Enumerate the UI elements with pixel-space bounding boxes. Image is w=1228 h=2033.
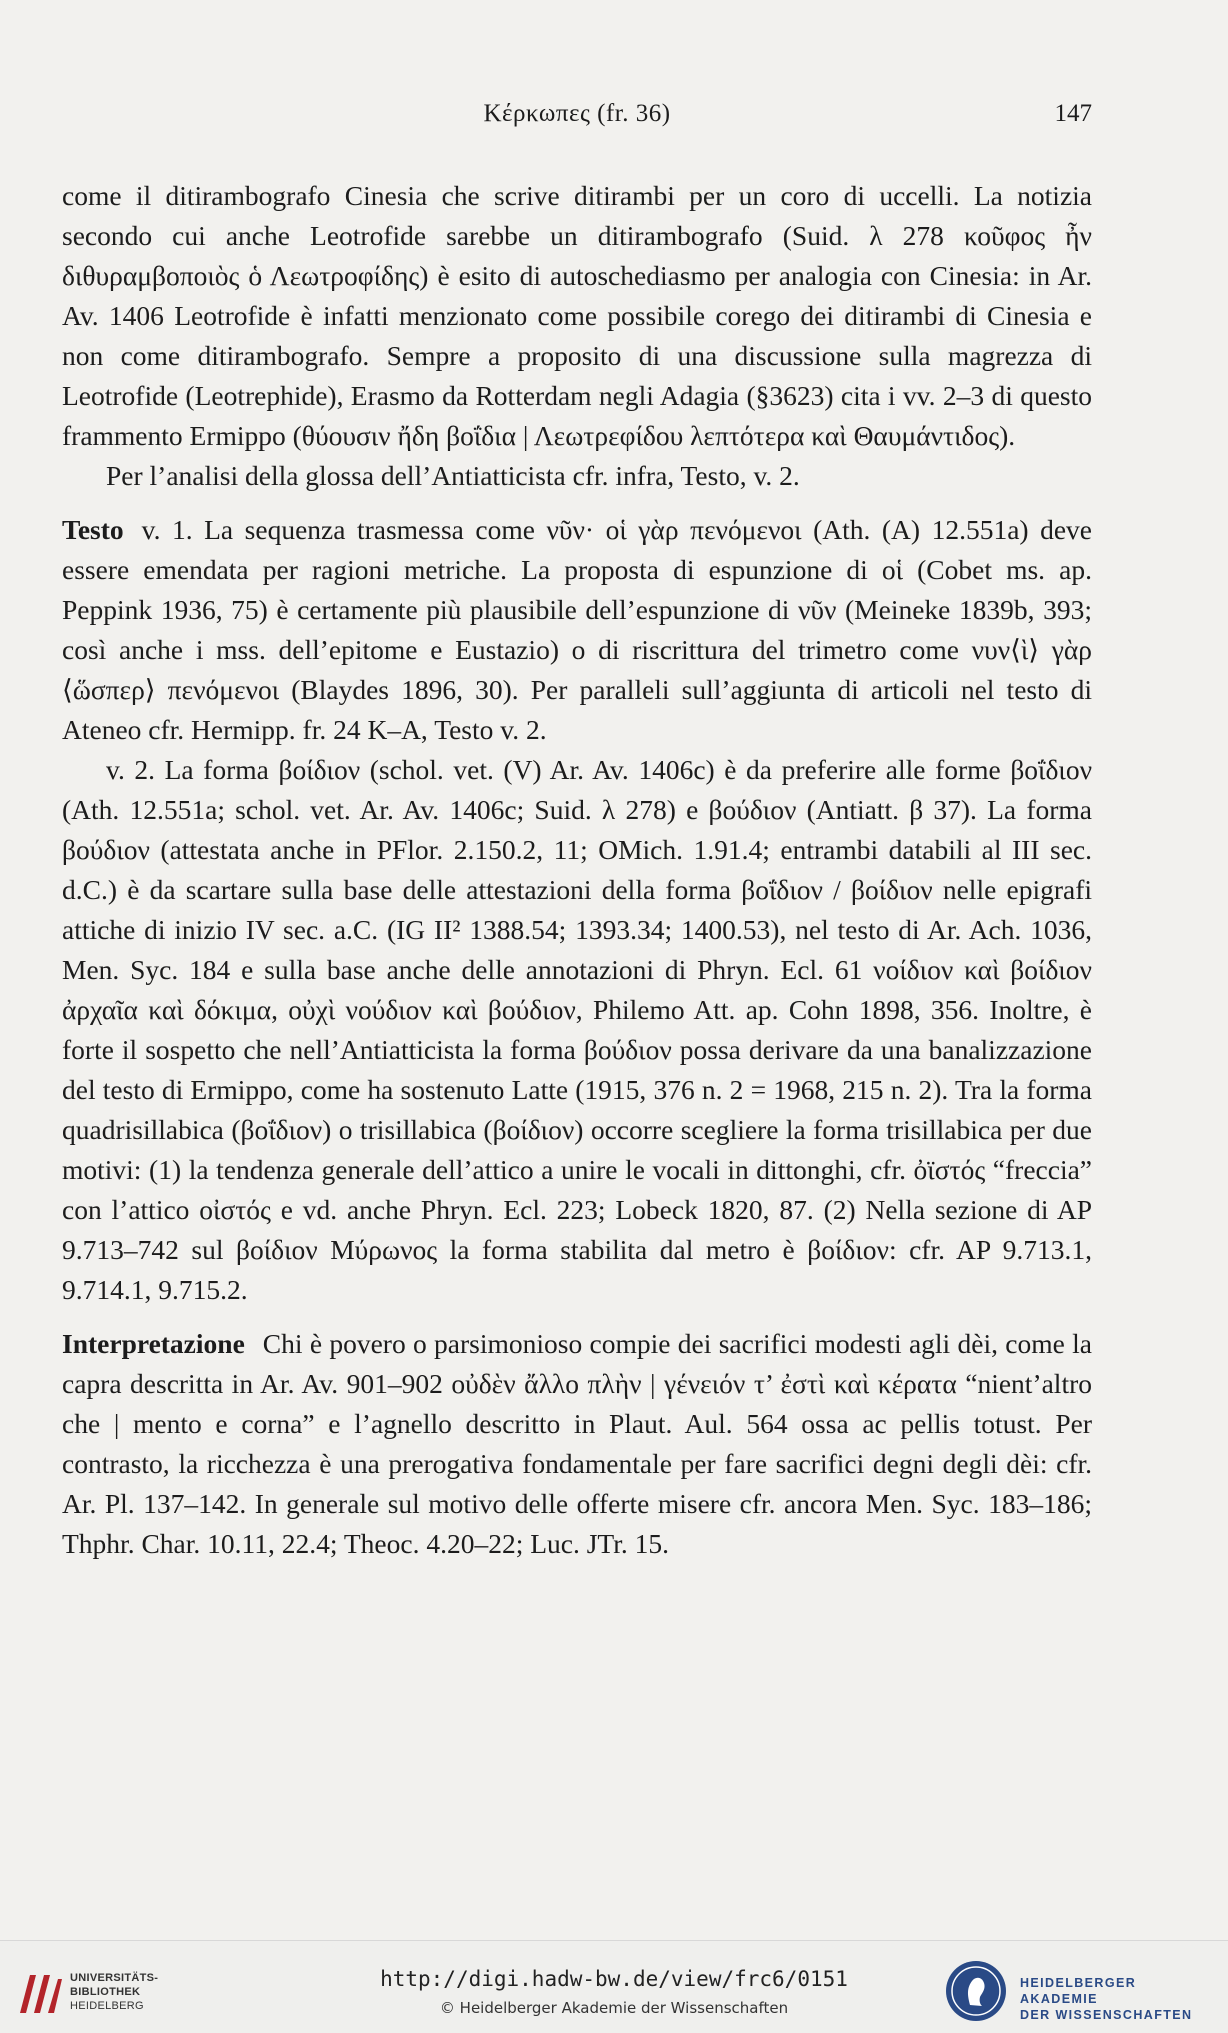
page-header <box>62 100 1092 140</box>
running-head: Κέρκωπες (fr. 36) <box>483 100 671 127</box>
permalink-url[interactable]: http://digi.hadw-bw.de/view/frc6/0151 <box>380 1967 848 1991</box>
footer-bar <box>0 1940 1228 2033</box>
testo-v2-paragraph: v. 2. La forma βοίδιον (schol. vet. (V) Ar. Av. 1406c) è da preferire alle forme βοΐδιον (Ath. 12.551a; schol. vet. Ar. Av. 1406c; Suid. λ 278) e βούδιον (Antiatt. β 37). La forma βούδιον (attestata anche in PFlor. 2.150.2, 11; OMich. 1.91.4; entrambi databili al III sec. d.C.) è da scartare sulla base delle attestazioni della forma βοΐδιον / βοίδιον nelle epigrafi attiche di inizio IV sec. a.C. (IG II² 1388.54; 1393.34; 1400.53), nel testo di Ar. Ach. 1036, Men. Syc. 184 e sulla base anche delle annotazioni di Phryn. Ecl. 61 νοίδιον καὶ βοίδιον ἀρχαῖα καὶ δόκιμα, οὐχὶ νούδιον καὶ βούδιον, Philemo Att. ap. Cohn 1898, 356. Inoltre, è forte il sospetto che nell’Antiatticista la forma βούδιον possa derivare da una banalizzazione del testo di Ermippo, come ha sostenuto Latte (1915, 376 n. 2 = 1968, 215 n. 2). Tra la forma quadrisillabica (βοΐδιον) o trisillabica (βοίδιον) occorre scegliere la forma trisillabica per due motivi: (1) la tendenza generale dell’attico a unire le vocali in dittonghi, cfr. ὀϊστός “freccia” con l’attico οἰστός e vd. anche Phryn. Ecl. 223; Lobeck 1820, 87. (2) Nella sezione di AP 9.713–742 sul βοίδιον Μύρωνος la forma stabilita dal metro è βοίδιον: cfr. AP 9.713.1, 9.714.1, 9.715.2. <box>62 754 1092 1305</box>
section-label-interpretazione: Interpretazione <box>62 1328 245 1359</box>
testo-v1-text: v. 1. La sequenza trasmessa come νῦν· οἱ γὰρ πενόμενοι (Ath. (A) 12.551a) deve essere emendata per ragioni metriche. La proposta di espunzione di οἱ (Cobet ms. ap. Peppink 1936, 75) è certamente più plausibile dell’espunzione di νῦν (Meineke 1839b, 393; così anche i mss. dell’epitome e Eustazio) o di riscrittura del trimetro come νυν⟨ὶ⟩ γὰρ ⟨ὥσπερ⟩ πενόμενοι (Blaydes 1896, 30). Per paralleli sull’aggiunta di articoli nel testo di Ateneo cfr. Hermipp. fr. 24 K–A, Testo v. 2. <box>62 514 1092 745</box>
testo-v1-paragraph <box>62 510 1092 750</box>
body-text <box>62 176 1092 1564</box>
section-label-testo: Testo <box>62 514 124 545</box>
university-library-name: UNIVERSITÄTS- BIBLIOTHEK HEIDELBERG <box>70 1972 159 2012</box>
copyright-notice: © Heidelberger Akademie der Wissenschaften <box>439 1999 789 2017</box>
academy-name: HEIDELBERGER AKADEMIE DER WISSENSCHAFTEN <box>1020 1976 1193 2022</box>
interpretazione-paragraph <box>62 1324 1092 1564</box>
intro-paragraph: come il ditirambografo Cinesia che scrive ditirambi per un coro di uccelli. La notizia secondo cui anche Leotrofide sarebbe un ditirambografo (Suid. λ 278 κοῦφος ἦν διθυραμβοποιὸς ὁ Λεωτροφίδης) è esito di autoschediasmo per analogia con Cinesia: in Ar. Av. 1406 Leotrofide è infatti menzionato come possibile corego dei ditirambi di Cinesia e non come ditirambografo. Sempre a proposito di una discussione sulla magrezza di Leotrofide (Leotrephide), Erasmo da Rotterdam negli Adagia (§3623) cita i vv. 2–3 di questo frammento Ermippo (θύουσιν ἤδη βοΐδια | Λεωτρεφίδου λεπτότερα καὶ Θαυμάντιδος). <box>62 180 1092 451</box>
academy-seal-icon <box>944 1959 1008 2023</box>
intro-note-paragraph: Per l’analisi della glossa dell’Antiatticista cfr. infra, Testo, v. 2. <box>106 460 800 491</box>
academy-logo[interactable] <box>944 1959 1214 2023</box>
interpretazione-text: Chi è povero o parsimonioso compie dei sacrifici modesti agli dèi, come la capra descritta in Ar. Av. 901–902 οὐδὲν ἄλλο πλὴν | γένειόν τ’ ἐστὶ καὶ κέρατα “nient’altro che | mento e corna” e l’agnello descritto in Plaut. Aul. 564 ossa ac pellis totust. Per contrasto, la ricchezza è una prerogativa fondamentale per fare sacrifici degni degli dèi: cfr. Ar. Pl. 137–142. In generale sul motivo delle offerte misere cfr. ancora Men. Syc. 183–186; Thphr. Char. 10.11, 22.4; Theoc. 4.20–22; Luc. JTr. 15. <box>62 1328 1092 1559</box>
page-number: 147 <box>1054 100 1092 127</box>
